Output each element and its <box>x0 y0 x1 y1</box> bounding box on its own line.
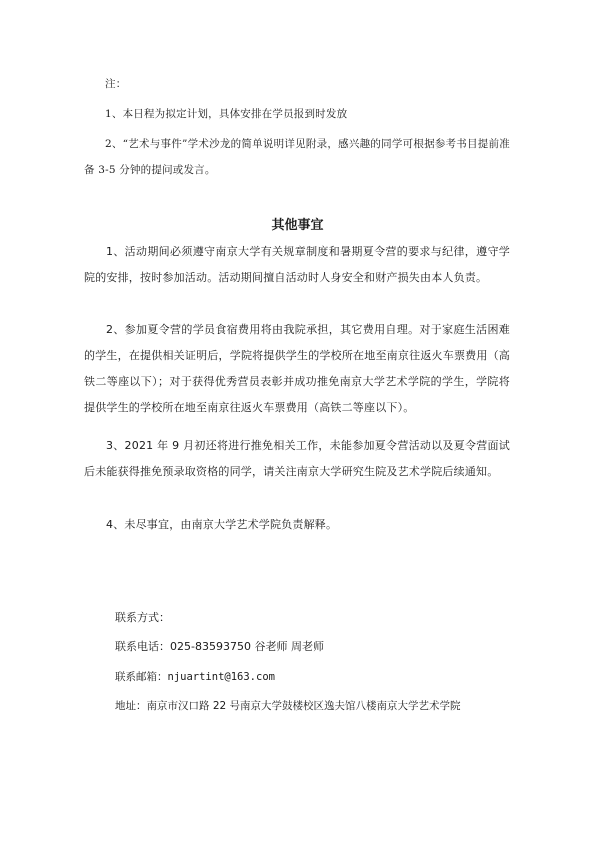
contact-phone: 联系电话：025-83593750 谷老师 周老师 <box>115 640 324 653</box>
note-item-2: 2、“艺术与事件”学术沙龙的简单说明详见附录，感兴趣的同学可根据参考书目提前准备 3-5 分钟的提问或发言。 <box>84 138 510 176</box>
note-item-1: 1、本日程为拟定计划，具体安排在学员报到时发放 <box>105 108 348 120</box>
section-paragraph-2: 2、参加夏令营的学员食宿费用将由我院承担，其它费用自理。对于家庭生活困难的学生，在提供相关证明后，学院将提供学生的学校所在地至南京往返火车票费用（高铁二等座以下）；对于获得优秀营员表彰并成功推免南京大学艺术学院的学生，学院将提供学生的学校所在地至南京往返火车票费用（高铁二等座以下）。 <box>84 323 510 414</box>
section-title: 其他事宜 <box>271 218 324 233</box>
section-paragraph-1: 1、活动期间必须遵守南京大学有关规章制度和暑期夏令营的要求与纪律，遵守学院的安排，按时参加活动。活动期间擅自活动时人身安全和财产损失由本人负责。 <box>84 245 510 284</box>
section-paragraph-3: 3、2021 年 9 月初还将进行推免相关工作，未能参加夏令营活动以及夏令营面试后未能获得推免预录取资格的同学，请关注南京大学研究生院及艺术学院后续通知。 <box>84 439 510 478</box>
contact-email: 联系邮箱：njuartint@163.com <box>115 671 275 683</box>
notes-heading: 注： <box>105 78 127 90</box>
contact-heading: 联系方式： <box>115 611 170 624</box>
contact-address: 地址：南京市汉口路 22 号南京大学鼓楼校区逸夫馆八楼南京大学艺术学院 <box>115 700 461 712</box>
section-paragraph-4: 4、未尽事宜，由南京大学艺术学院负责解释。 <box>106 518 338 531</box>
